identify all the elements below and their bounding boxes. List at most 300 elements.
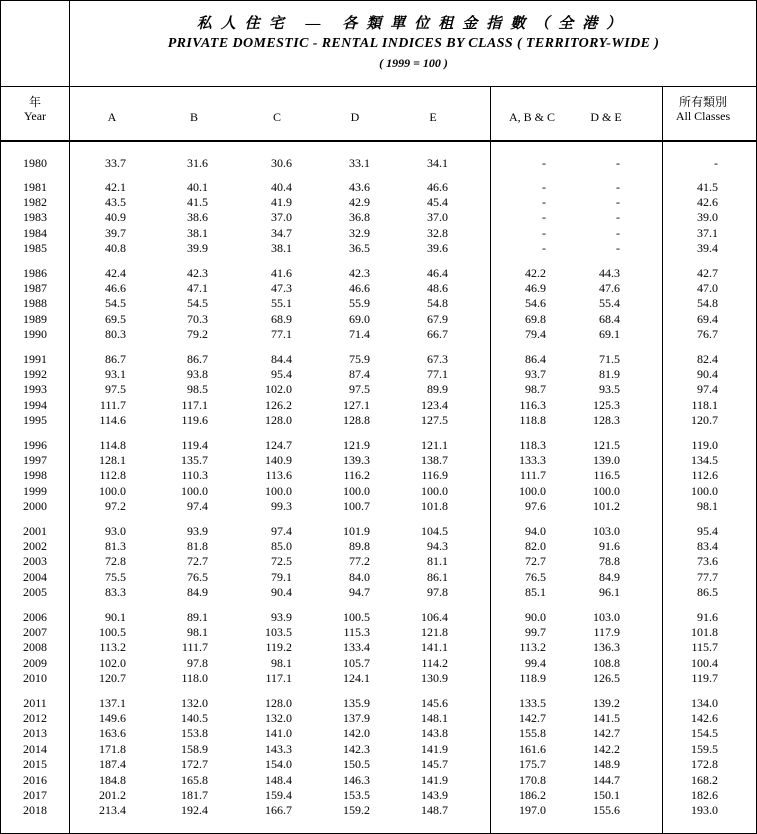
index-cell-c: 128.0 [265, 412, 292, 427]
index-cell-c: 85.0 [271, 539, 292, 554]
index-cell-abc: - [542, 195, 546, 210]
index-cell-e: 106.4 [421, 610, 448, 624]
index-cell-all: 39.4 [697, 240, 718, 255]
index-cell-de: 103.0 [593, 524, 620, 538]
index-cell-abc: 86.4 [525, 352, 546, 366]
index-cell-e: 141.1 [421, 640, 448, 655]
index-cell-a: 33.7 [105, 156, 126, 170]
index-cell-de: 93.5 [599, 382, 620, 397]
index-cell-e: 39.6 [427, 240, 448, 255]
year-cell: 1987 [23, 281, 47, 296]
table-row [0, 367, 757, 382]
index-cell-de: 121.5 [593, 438, 620, 452]
index-cell-e: 100.0 [421, 483, 448, 498]
index-cell-abc: 197.0 [519, 803, 546, 818]
index-cell-de: - [616, 156, 620, 170]
table-row [0, 327, 757, 342]
index-cell-abc: - [542, 225, 546, 240]
index-cell-c: 102.0 [265, 382, 292, 397]
index-cell-d: 100.0 [343, 483, 370, 498]
index-cell-c: 117.1 [265, 670, 292, 685]
index-cell-de: 126.5 [593, 670, 620, 685]
header-year-zh: 年 [28, 95, 41, 109]
index-cell-abc: 100.0 [519, 483, 546, 498]
index-cell-a: 93.0 [105, 524, 126, 538]
header-year [0, 95, 70, 123]
index-cell-a: 75.5 [105, 569, 126, 584]
table-row [0, 656, 757, 671]
index-cell-abc: 170.8 [519, 773, 546, 787]
index-cell-e: 143.8 [421, 726, 448, 741]
index-cell-d: 42.3 [349, 266, 370, 280]
index-cell-a: 81.3 [105, 539, 126, 554]
index-cell-all: 82.4 [697, 352, 718, 366]
index-cell-d: 105.7 [343, 655, 370, 670]
table-row [0, 726, 757, 741]
index-cell-d: 124.1 [343, 670, 370, 685]
index-cell-abc: 116.3 [519, 397, 546, 412]
table-row [0, 570, 757, 585]
table-row [0, 413, 757, 428]
index-cell-c: 124.7 [265, 438, 292, 452]
index-cell-abc: 99.4 [525, 655, 546, 670]
index-cell-d: 33.1 [349, 156, 370, 170]
index-cell-b: 132.0 [181, 696, 208, 710]
header-all-classes [663, 95, 743, 123]
year-cell: 2002 [23, 539, 47, 554]
index-cell-e: 46.4 [427, 266, 448, 280]
index-cell-abc: 94.0 [525, 524, 546, 538]
index-cell-all: 119.0 [691, 438, 718, 452]
index-cell-abc: 97.6 [525, 498, 546, 513]
index-cell-b: 110.3 [181, 468, 208, 483]
index-cell-d: 127.1 [343, 397, 370, 412]
index-cell-all: 172.8 [691, 756, 718, 771]
index-cell-all: 86.5 [697, 584, 718, 599]
index-cell-e: 148.7 [421, 803, 448, 818]
index-cell-e: 94.3 [427, 539, 448, 554]
index-cell-d: 71.4 [349, 326, 370, 341]
year-cell: 2003 [23, 554, 47, 569]
year-cell: 1988 [23, 296, 47, 311]
index-cell-b: 117.1 [181, 397, 208, 412]
table-row [0, 468, 757, 483]
index-cell-d: 139.3 [343, 453, 370, 468]
year-cell: 1983 [23, 210, 47, 225]
table-row [0, 312, 757, 327]
index-cell-e: 81.1 [427, 554, 448, 569]
index-cell-e: 46.6 [427, 180, 448, 194]
index-cell-c: 166.7 [265, 803, 292, 818]
index-cell-all: 41.5 [697, 180, 718, 194]
year-cell: 2014 [23, 741, 47, 756]
table-row [0, 438, 757, 453]
index-cell-a: 86.7 [105, 352, 126, 366]
index-cell-all: 120.7 [691, 412, 718, 427]
index-cell-de: - [616, 225, 620, 240]
year-cell: 2016 [23, 773, 47, 787]
index-cell-b: 172.7 [181, 756, 208, 771]
index-cell-e: 141.9 [421, 741, 448, 756]
index-cell-d: 115.3 [343, 625, 370, 640]
index-cell-c: 41.6 [271, 266, 292, 280]
index-cell-abc: - [542, 156, 546, 170]
index-cell-de: 81.9 [599, 367, 620, 382]
index-cell-de: 101.2 [593, 498, 620, 513]
index-cell-e: 48.6 [427, 281, 448, 296]
table-row [0, 742, 757, 757]
index-cell-c: 95.4 [271, 367, 292, 382]
year-cell: 2008 [23, 640, 47, 655]
index-cell-all: 168.2 [691, 773, 718, 787]
table-row [0, 524, 757, 539]
base-year-note: ( 1999 = 100 ) [379, 56, 448, 70]
index-cell-c: 119.2 [265, 640, 292, 655]
index-cell-all: 159.5 [691, 741, 718, 756]
index-cell-d: 55.9 [349, 296, 370, 311]
index-cell-a: 120.7 [99, 670, 126, 685]
index-cell-abc: 76.5 [525, 569, 546, 584]
table-row [0, 539, 757, 554]
index-cell-e: 77.1 [427, 367, 448, 382]
index-cell-e: 121.1 [421, 438, 448, 452]
index-cell-e: 116.9 [421, 468, 448, 483]
index-cell-c: 72.5 [271, 554, 292, 569]
index-cell-a: 111.7 [99, 397, 126, 412]
index-cell-all: 101.8 [691, 625, 718, 640]
table-row [0, 788, 757, 803]
table-row [0, 640, 757, 655]
index-cell-d: 100.5 [343, 610, 370, 624]
index-cell-all: 115.7 [691, 640, 718, 655]
index-cell-e: 130.9 [421, 670, 448, 685]
index-cell-de: 136.3 [593, 640, 620, 655]
year-cell: 1991 [23, 352, 47, 366]
index-cell-e: 101.8 [421, 498, 448, 513]
header-class-d: D [350, 110, 360, 124]
year-cell: 1993 [23, 382, 47, 397]
index-cell-abc: 69.8 [525, 311, 546, 326]
index-cell-abc: 175.7 [519, 756, 546, 771]
index-cell-e: 45.4 [427, 195, 448, 210]
index-cell-c: 38.1 [271, 240, 292, 255]
table-row [0, 281, 757, 296]
index-cell-de: 139.0 [593, 453, 620, 468]
index-cell-b: 93.8 [187, 367, 208, 382]
index-cell-all: 193.0 [691, 803, 718, 818]
index-cell-all: 77.7 [697, 569, 718, 584]
index-cell-abc: 118.3 [519, 438, 546, 452]
index-cell-de: 71.5 [599, 352, 620, 366]
index-cell-b: 31.6 [187, 156, 208, 170]
table-row [0, 554, 757, 569]
index-cell-b: 97.4 [187, 498, 208, 513]
index-cell-b: 140.5 [181, 711, 208, 726]
index-cell-d: 121.9 [343, 438, 370, 452]
index-cell-de: - [616, 195, 620, 210]
year-cell: 2000 [23, 498, 47, 513]
index-cell-c: 128.0 [265, 696, 292, 710]
year-cell: 2012 [23, 711, 47, 726]
index-cell-abc: 82.0 [525, 539, 546, 554]
index-cell-abc: 90.0 [525, 610, 546, 624]
index-cell-de: 78.8 [599, 554, 620, 569]
index-cell-b: 86.7 [187, 352, 208, 366]
index-cell-d: 142.0 [343, 726, 370, 741]
index-cell-c: 103.5 [265, 625, 292, 640]
index-cell-e: 138.7 [421, 453, 448, 468]
index-cell-de: 47.6 [599, 281, 620, 296]
index-cell-c: 84.4 [271, 352, 292, 366]
index-cell-d: 150.5 [343, 756, 370, 771]
year-cell: 1995 [23, 412, 47, 427]
index-cell-abc: - [542, 210, 546, 225]
header-all-classes-en: All Classes [675, 109, 731, 123]
table-row [0, 610, 757, 625]
index-cell-d: 142.3 [343, 741, 370, 756]
index-cell-all: 95.4 [697, 524, 718, 538]
index-cell-de: 69.1 [599, 326, 620, 341]
index-cell-d: 69.0 [349, 311, 370, 326]
index-cell-e: 66.7 [427, 326, 448, 341]
index-cell-c: 55.1 [271, 296, 292, 311]
index-cell-a: 54.5 [105, 296, 126, 311]
year-cell: 1999 [23, 483, 47, 498]
index-cell-abc: 118.8 [519, 412, 546, 427]
index-cell-abc: 133.5 [519, 696, 546, 710]
index-cell-abc: 46.9 [525, 281, 546, 296]
index-cell-b: 72.7 [187, 554, 208, 569]
table-row [0, 195, 757, 210]
index-cell-b: 192.4 [181, 803, 208, 818]
table-row [0, 453, 757, 468]
index-cell-abc: 118.9 [519, 670, 546, 685]
year-cell: 1980 [23, 156, 47, 170]
index-cell-a: 97.5 [105, 382, 126, 397]
index-cell-c: 143.3 [265, 741, 292, 756]
index-cell-a: 69.5 [105, 311, 126, 326]
index-cell-all: 112.6 [691, 468, 718, 483]
header-class-e: E [429, 110, 437, 124]
index-cell-e: 114.2 [421, 655, 448, 670]
index-cell-c: 132.0 [265, 711, 292, 726]
index-cell-b: 39.9 [187, 240, 208, 255]
index-cell-b: 41.5 [187, 195, 208, 210]
index-cell-e: 148.1 [421, 711, 448, 726]
index-cell-abc: 79.4 [525, 326, 546, 341]
index-cell-d: 32.9 [349, 225, 370, 240]
table-row [0, 625, 757, 640]
title-bottom-rule [0, 86, 757, 87]
index-cell-e: 67.9 [427, 311, 448, 326]
index-cell-a: 90.1 [105, 610, 126, 624]
table-row [0, 180, 757, 195]
index-cell-a: 149.6 [99, 711, 126, 726]
index-cell-b: 89.1 [187, 610, 208, 624]
index-cell-b: 100.0 [181, 483, 208, 498]
year-cell: 2018 [23, 803, 47, 818]
index-cell-de: 108.8 [593, 655, 620, 670]
index-cell-c: 47.3 [271, 281, 292, 296]
index-cell-c: 30.6 [271, 156, 292, 170]
index-cell-b: 153.8 [181, 726, 208, 741]
index-cell-b: 47.1 [187, 281, 208, 296]
index-cell-b: 93.9 [187, 524, 208, 538]
index-cell-all: 42.6 [697, 195, 718, 210]
index-cell-a: 201.2 [99, 788, 126, 803]
index-cell-all: 54.8 [697, 296, 718, 311]
index-cell-a: 40.9 [105, 210, 126, 225]
index-cell-b: 38.1 [187, 225, 208, 240]
index-cell-b: 119.4 [181, 438, 208, 452]
index-cell-all: 39.0 [697, 210, 718, 225]
year-cell: 2011 [23, 696, 47, 710]
index-cell-de: 141.5 [593, 711, 620, 726]
table-row [0, 803, 757, 818]
index-cell-e: 32.8 [427, 225, 448, 240]
table-row [0, 226, 757, 241]
index-cell-abc: - [542, 180, 546, 194]
index-cell-b: 181.7 [181, 788, 208, 803]
header-class-a: A [107, 110, 117, 124]
header-bottom-rule [0, 140, 757, 142]
index-cell-abc: 93.7 [525, 367, 546, 382]
index-cell-e: 145.6 [421, 696, 448, 710]
index-cell-d: 94.7 [349, 584, 370, 599]
index-cell-de: 148.9 [593, 756, 620, 771]
table-row [0, 210, 757, 225]
index-cell-de: 125.3 [593, 397, 620, 412]
index-cell-c: 40.4 [271, 180, 292, 194]
index-cell-a: 163.6 [99, 726, 126, 741]
index-cell-all: 119.7 [691, 670, 718, 685]
year-cell: 2013 [23, 726, 47, 741]
index-cell-d: 97.5 [349, 382, 370, 397]
index-cell-b: 70.3 [187, 311, 208, 326]
index-cell-all: 83.4 [697, 539, 718, 554]
index-cell-d: 87.4 [349, 367, 370, 382]
table-row [0, 382, 757, 397]
index-cell-a: 102.0 [99, 655, 126, 670]
index-cell-all: 97.4 [697, 382, 718, 397]
index-cell-e: 104.5 [421, 524, 448, 538]
year-cell: 1992 [23, 367, 47, 382]
index-cell-b: 76.5 [187, 569, 208, 584]
index-cell-e: 37.0 [427, 210, 448, 225]
index-cell-c: 100.0 [265, 483, 292, 498]
index-cell-c: 159.4 [265, 788, 292, 803]
index-cell-b: 165.8 [181, 773, 208, 787]
index-cell-de: 139.2 [593, 696, 620, 710]
index-cell-b: 40.1 [187, 180, 208, 194]
index-cell-all: - [714, 156, 718, 170]
table-row [0, 398, 757, 413]
index-cell-b: 119.6 [181, 412, 208, 427]
index-cell-all: 42.7 [697, 266, 718, 280]
year-cell: 1994 [23, 397, 47, 412]
index-cell-c: 126.2 [265, 397, 292, 412]
index-cell-a: 80.3 [105, 326, 126, 341]
index-cell-b: 79.2 [187, 326, 208, 341]
index-cell-d: 101.9 [343, 524, 370, 538]
index-cell-de: 142.7 [593, 726, 620, 741]
index-cell-de: 142.2 [593, 741, 620, 756]
index-cell-all: 47.0 [697, 281, 718, 296]
index-cell-e: 97.8 [427, 584, 448, 599]
index-cell-c: 41.9 [271, 195, 292, 210]
year-cell: 1996 [23, 438, 47, 452]
index-cell-a: 100.5 [99, 625, 126, 640]
index-cell-abc: 186.2 [519, 788, 546, 803]
index-cell-a: 42.1 [105, 180, 126, 194]
index-cell-e: 145.7 [421, 756, 448, 771]
title-english: PRIVATE DOMESTIC - RENTAL INDICES BY CLASS ( TERRITORY-WIDE ) [167, 36, 660, 51]
index-cell-b: 98.1 [187, 625, 208, 640]
index-cell-d: 100.7 [343, 498, 370, 513]
index-cell-de: 103.0 [593, 610, 620, 624]
index-cell-d: 84.0 [349, 569, 370, 584]
index-cell-c: 97.4 [271, 524, 292, 538]
index-cell-d: 42.9 [349, 195, 370, 210]
index-cell-de: 144.7 [593, 773, 620, 787]
index-cell-abc: 54.6 [525, 296, 546, 311]
index-cell-b: 118.0 [181, 670, 208, 685]
index-cell-b: 111.7 [181, 640, 208, 655]
index-cell-de: 91.6 [599, 539, 620, 554]
index-cell-b: 38.6 [187, 210, 208, 225]
table-row [0, 585, 757, 600]
index-cell-d: 46.6 [349, 281, 370, 296]
index-cell-de: 68.4 [599, 311, 620, 326]
table-row [0, 773, 757, 788]
year-cell: 2001 [23, 524, 47, 538]
table-row [0, 671, 757, 686]
index-cell-e: 127.5 [421, 412, 448, 427]
index-cell-d: 75.9 [349, 352, 370, 366]
index-cell-e: 67.3 [427, 352, 448, 366]
index-cell-a: 46.6 [105, 281, 126, 296]
index-cell-abc: 111.7 [519, 468, 546, 483]
index-cell-d: 146.3 [343, 773, 370, 787]
index-cell-a: 40.8 [105, 240, 126, 255]
index-cell-de: 96.1 [599, 584, 620, 599]
index-cell-d: 36.5 [349, 240, 370, 255]
year-cell: 2007 [23, 625, 47, 640]
index-cell-b: 135.7 [181, 453, 208, 468]
index-cell-d: 135.9 [343, 696, 370, 710]
index-cell-abc: 113.2 [519, 640, 546, 655]
index-cell-a: 42.4 [105, 266, 126, 280]
index-cell-all: 100.0 [691, 483, 718, 498]
index-cell-c: 140.9 [265, 453, 292, 468]
index-cell-abc: 72.7 [525, 554, 546, 569]
index-cell-all: 118.1 [691, 397, 718, 412]
index-cell-all: 73.6 [697, 554, 718, 569]
year-cell: 1981 [23, 180, 47, 194]
index-cell-a: 83.3 [105, 584, 126, 599]
index-cell-e: 54.8 [427, 296, 448, 311]
index-cell-d: 43.6 [349, 180, 370, 194]
year-cell: 2017 [23, 788, 47, 803]
year-cell: 1997 [23, 453, 47, 468]
index-cell-c: 37.0 [271, 210, 292, 225]
index-cell-all: 134.5 [691, 453, 718, 468]
index-cell-c: 79.1 [271, 569, 292, 584]
index-cell-d: 77.2 [349, 554, 370, 569]
table-row [0, 484, 757, 499]
index-cell-all: 76.7 [697, 326, 718, 341]
header-class-b: B [189, 110, 198, 124]
